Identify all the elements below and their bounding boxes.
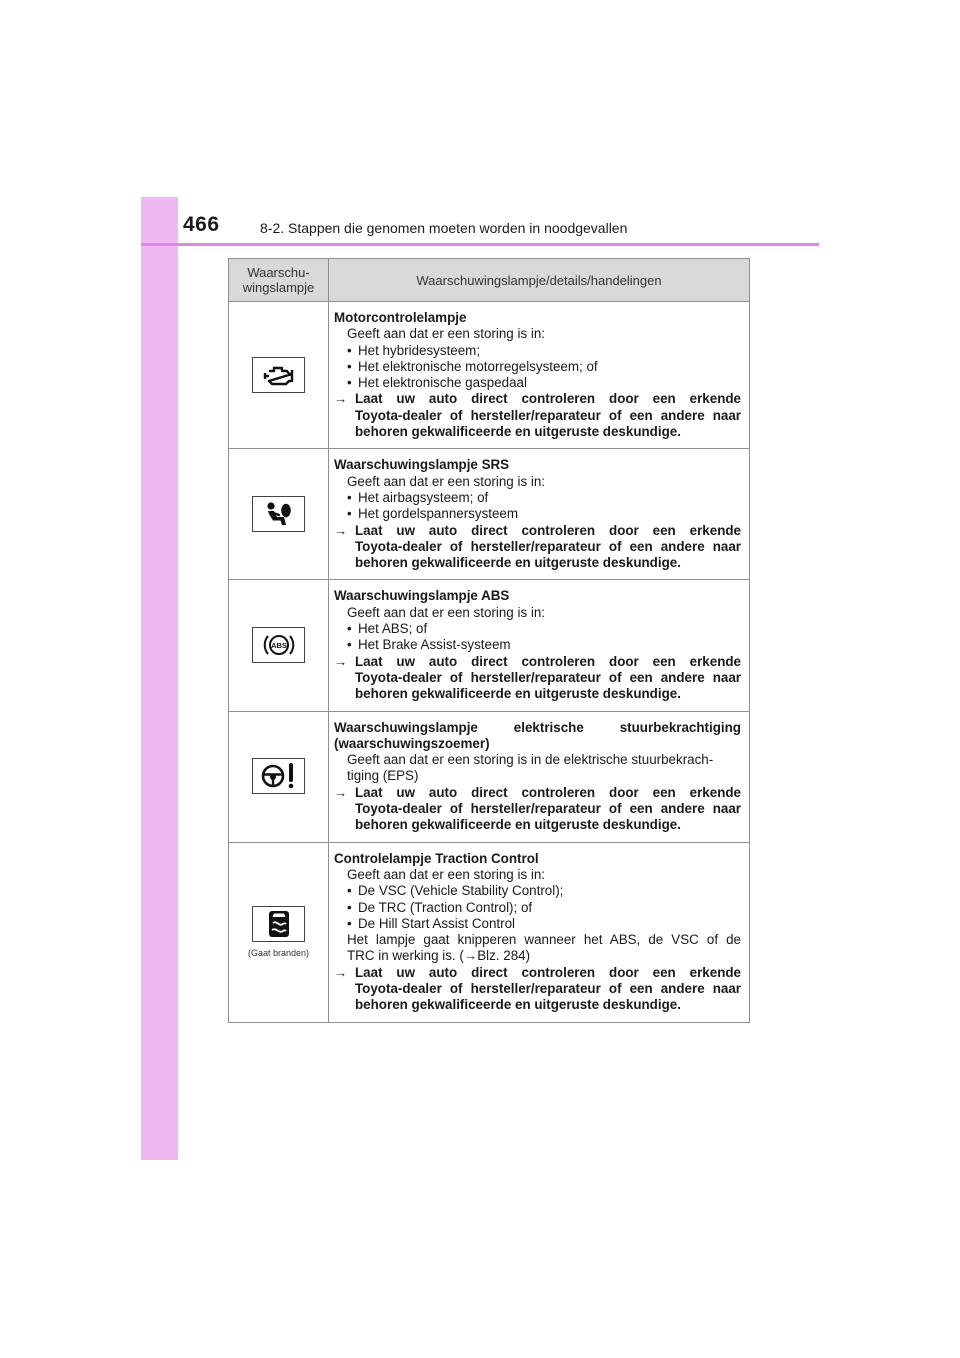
list-item: • Het hybridesysteem;	[347, 342, 481, 358]
table-row	[229, 842, 750, 1022]
lamp-action: → Laat uw auto direct controleren door een erkende	[334, 391, 741, 407]
lamp-intro: Geeft aan dat er een storing is in:	[347, 866, 546, 882]
details-cell	[329, 302, 750, 449]
lamp-action: → Laat uw auto direct controleren door een erkende	[334, 653, 741, 669]
icon-cell	[229, 580, 329, 711]
list-item: • Het gordelspannersysteem	[347, 506, 519, 522]
lamp-title: Waarschuwingslampje ABS	[334, 588, 510, 604]
header-rule	[141, 243, 819, 246]
lamp-title: (waarschuwingszoemer)	[334, 735, 490, 751]
lamp-action-cont: Toyota-dealer of hersteller/reparateur of een andere naar	[355, 980, 741, 996]
column-header-lamp: Waarschu- wingslampje	[229, 259, 329, 302]
abs-icon	[252, 627, 305, 663]
warning-lamp-table	[228, 258, 750, 1023]
icon-cell	[229, 449, 329, 580]
lamp-title: Waarschuwingslampje elektrische stuurbekrachtiging	[334, 719, 741, 735]
lamp-intro: Geeft aan dat er een storing is in:	[347, 604, 546, 620]
lamp-action-cont: Toyota-dealer of hersteller/reparateur of een andere naar	[355, 407, 741, 423]
table-row	[229, 711, 750, 842]
page-number: 466	[183, 213, 220, 236]
abs-icon-label: ABS	[270, 641, 287, 651]
icon-cell	[229, 711, 329, 842]
lamp-intro: tiging (EPS)	[347, 768, 419, 784]
lamp-action-cont: behoren gekwalificeerde en uitgeruste deskundige.	[355, 424, 681, 440]
airbag-icon	[252, 496, 305, 532]
details-cell	[329, 711, 750, 842]
engine-icon	[252, 357, 305, 393]
lamp-action-cont: Toyota-dealer of hersteller/reparateur of een andere naar	[355, 801, 741, 817]
icon-cell	[229, 302, 329, 449]
lamp-action-cont: behoren gekwalificeerde en uitgeruste deskundige.	[355, 555, 681, 571]
list-item: • Het elektronische gaspedaal	[347, 375, 527, 391]
list-item: • De Hill Start Assist Control	[347, 915, 516, 931]
icon-cell	[229, 842, 329, 1022]
lamp-action: → Laat uw auto direct controleren door een erkende	[334, 784, 741, 800]
side-tab	[141, 197, 178, 1160]
lamp-action: → Laat uw auto direct controleren door een erkende	[334, 964, 741, 980]
lamp-action-cont: behoren gekwalificeerde en uitgeruste deskundige.	[355, 997, 681, 1013]
traction-control-icon	[252, 906, 305, 942]
lamp-intro: Geeft aan dat er een storing is in:	[347, 473, 546, 489]
details-cell	[329, 842, 750, 1022]
list-item: • Het ABS; of	[347, 621, 428, 637]
lamp-action-cont: behoren gekwalificeerde en uitgeruste deskundige.	[355, 686, 681, 702]
details-cell	[329, 580, 750, 711]
lamp-note	[334, 948, 741, 964]
table-row	[229, 580, 750, 711]
lamp-action: → Laat uw auto direct controleren door een erkende	[334, 522, 741, 538]
lamp-intro: Geeft aan dat er een storing is in de elektrische stuurbekrach-	[347, 752, 714, 768]
lamp-title: Motorcontrolelampje	[334, 310, 467, 325]
lamp-title: Waarschuwingslampje SRS	[334, 457, 510, 473]
lamp-title: Controlelampje Traction Control	[334, 850, 539, 866]
page-reference[interactable]: TRC in werking is. (→Blz. 284)	[347, 948, 531, 964]
column-header-details: Waarschuwingslampje/details/handelingen	[329, 259, 750, 302]
list-item: • Het airbagsysteem; of	[347, 489, 489, 505]
list-item: • Het elektronische motorregelsysteem; of	[347, 358, 598, 374]
details-cell	[329, 449, 750, 580]
steering-warning-icon	[252, 758, 305, 794]
list-item: • De VSC (Vehicle Stability Control);	[347, 883, 564, 899]
list-item: • Het Brake Assist-systeem	[347, 637, 511, 653]
lamp-intro: Geeft aan dat er een storing is in:	[347, 326, 546, 342]
section-title: 8-2. Stappen die genomen moeten worden in noodgevallen	[260, 220, 628, 236]
lamp-action-cont: Toyota-dealer of hersteller/reparateur of een andere naar	[355, 669, 741, 685]
table-row	[229, 302, 750, 449]
list-item: • De TRC (Traction Control); of	[347, 899, 533, 915]
table-header-row	[229, 259, 750, 302]
icon-caption: (Gaat branden)	[247, 948, 310, 959]
lamp-note: Het lampje gaat knipperen wanneer het ABS, de VSC of de	[347, 932, 741, 948]
lamp-action-cont: behoren gekwalificeerde en uitgeruste deskundige.	[355, 817, 681, 833]
lamp-action-cont: Toyota-dealer of hersteller/reparateur of een andere naar	[355, 538, 741, 554]
table-row	[229, 449, 750, 580]
